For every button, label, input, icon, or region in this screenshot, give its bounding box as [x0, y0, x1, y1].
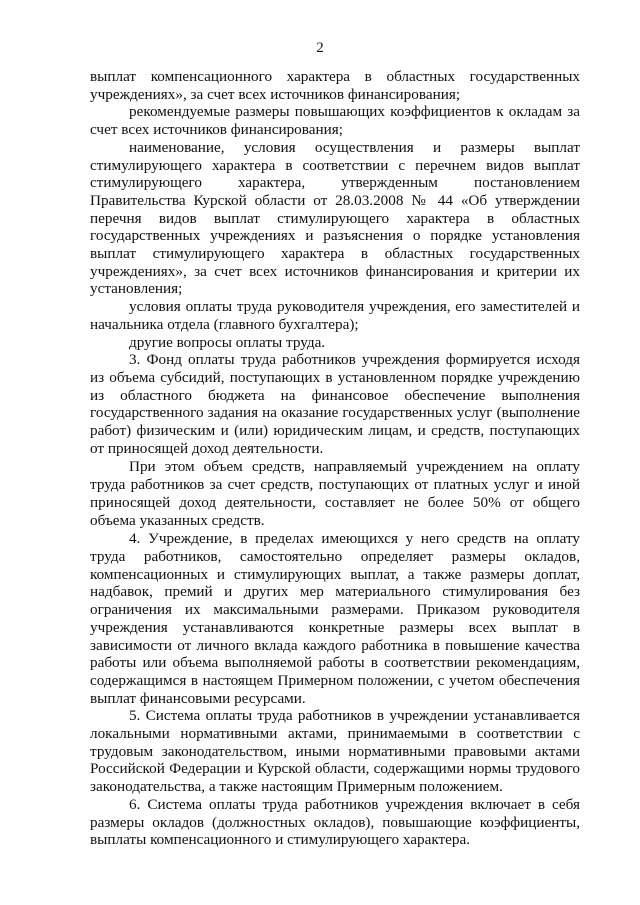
paragraph-manager-pay: условия оплаты труда руководителя учреждения, его заместителей и начальника отдела (главного бухгалтера); — [90, 298, 580, 333]
paragraph-section-6: 6. Система оплаты труда работников учреждения включает в себя размеры окладов (должностных окладов), повышающие коэффициенты, выплаты компенсационного и стимулирующего характера. — [90, 795, 580, 849]
paragraph-section-4: 4. Учреждение, в пределах имеющихся у него средств на оплату труда работников, самостоятельно определяет размеры окладов, компенсационных и стимулирующих выплат, а также размеры доплат, надбавок, премий и других мер материального стимулирования без ограничения их максимальными размерами. Приказом руководителя учреждения устанавливаются конкретные размеры всех выплат в зависимости от личного вклада каждого работника в повышение качества работы или объема выполняемой работы в соответствии рекомендациям, содержащимся в настоящем Примерном положении, с учетом обеспечения выплат финансовыми ресурсами. — [90, 530, 580, 707]
page-number: 2 — [316, 40, 324, 56]
paragraph-coefficients: рекомендуемые размеры повышающих коэффициентов к окладам за счет всех источников финансирования; — [90, 103, 580, 139]
paragraph-funds-limit: При этом объем средств, направляемый учреждением на оплату труда работников за счет средств, поступающих от платных услуг и иной приносящей доход деятельности, составляет не более 50% от общего объема указанных средств. — [90, 458, 580, 529]
document-body — [90, 68, 580, 849]
paragraph-other-questions: другие вопросы оплаты труда. — [129, 333, 326, 351]
paragraph-incentive-payments: наименование, условия осуществления и размеры выплат стимулирующего характера в соответствии с перечнем видов выплат стимулирующего характера, утвержденным постановлением Правительства Курской области от 28.03.2008 № 44 «Об утверждении перечня видов выплат стимулирующего характера в областных государственных учреждениях и разъяснения о порядке установления выплат стимулирующего характера в областных государственных учреждениях», за счет всех источников финансирования и критерии их установления; — [90, 138, 580, 298]
paragraph-continuation: выплат компенсационного характера в областных государственных учреждениях», за счет всех источников финансирования; — [90, 68, 580, 103]
paragraph-section-5: 5. Система оплаты труда работников в учреждении устанавливается локальными нормативными актами, принимаемыми в соответствии с трудовым законодательством, иными нормативными правовыми актами Российской Федерации и Курской области, содержащими нормы трудового законодательства, а также настоящим Примерным положением. — [90, 707, 580, 796]
paragraph-section-3: 3. Фонд оплаты труда работников учреждения формируется исходя из объема субсидий, поступающих в установленном порядке учреждению из областного бюджета на финансовое обеспечение выполнения государственного задания на оказание государственных услуг (выполнение работ) физическим и (или) юридическим лицам, и средств, поступающих от приносящей доход деятельности. — [90, 351, 580, 457]
